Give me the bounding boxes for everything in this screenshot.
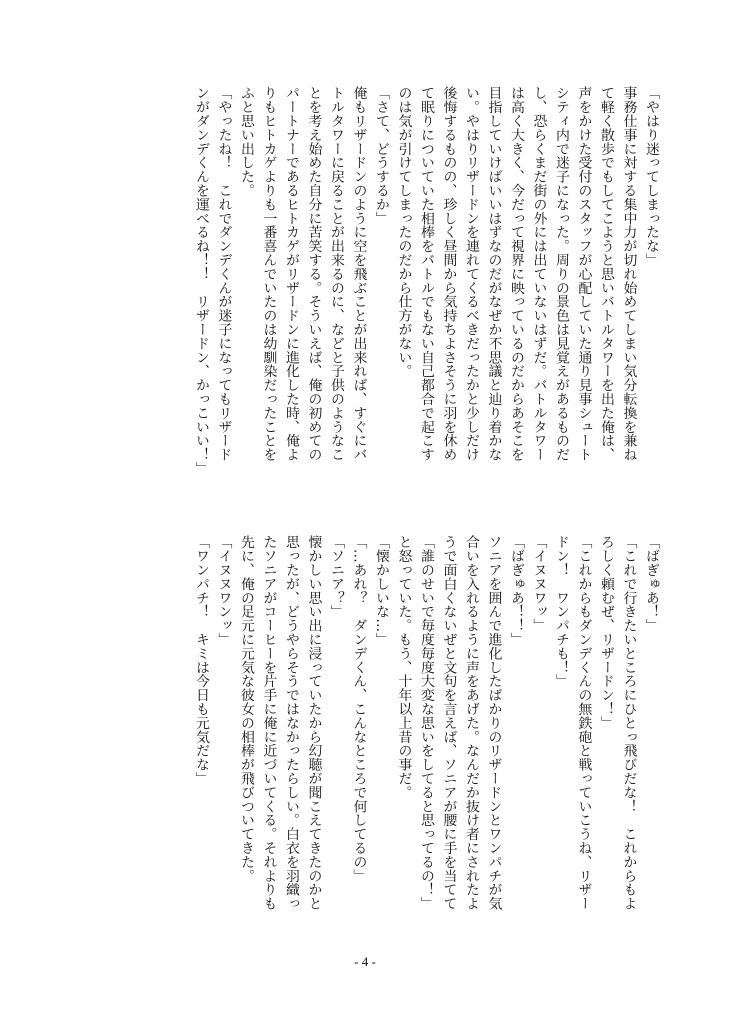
- text-line: ふと思い出した。: [238, 86, 254, 198]
- top-text-tier: [99, 86, 662, 496]
- text-line: 「誰のせいで毎度毎度大変な思いをしてると思ってるの！」: [418, 535, 434, 911]
- text-line: と怒っていた。もう、十年以上昔の事だ。: [395, 535, 412, 800]
- text-line: シティ内で迷子になった。周りの景色は見覚えがあるものだ: [553, 86, 569, 462]
- text-line: 「さて、どうするか」: [373, 86, 389, 225]
- text-line: 「やはり迷ってしまったな」: [643, 86, 659, 267]
- text-line: 「これで行きたいところにひとっ飛びだな！ これからもよ: [620, 535, 637, 911]
- text-line: し、恐らくまだ街の外には出ていないはずだ。バトルタワー: [530, 86, 547, 462]
- text-line: のは気が引けてしまったのだから仕方がない。: [395, 86, 412, 378]
- text-line: 思ったが、どうやらそうではなかったらしい。白衣を羽織っ: [283, 535, 299, 911]
- text-line: ンがダンデくんを運べるね！！ リザードン、かっこいい！」: [193, 86, 209, 476]
- page-number: - 4 -: [354, 954, 376, 969]
- text-line: 俺もリザードンのように空を飛ぶことが出来れば、すぐにバ: [350, 86, 367, 462]
- text-line: 「ソニア？」: [328, 535, 344, 619]
- text-line: 目指していけばいいはずなのだがなぜか不思議と辿り着かな: [485, 86, 502, 462]
- text-line: て軽く散歩でもしてこようと思いバトルタワーを出た俺は、: [598, 86, 614, 462]
- text-line: りもヒトカゲよりも一番喜んでいたのは幼馴染だったことを: [260, 86, 277, 462]
- text-line: 懐かしい思い出に浸っていたから幻聴が聞こえてきたのかと: [305, 535, 322, 911]
- text-line: 声をかけた受付のスタッフが心配していた通り見事シュート: [575, 86, 592, 462]
- text-line: 「…あれ？ ダンデくん、こんなところで何してるの」: [350, 535, 367, 883]
- text-line: 「ばぎゅあ！」: [643, 535, 659, 633]
- text-line: 「イヌヌワンッ」: [215, 535, 232, 647]
- text-line: は高く大きく、今だって視界に映っているのだからあそこを: [508, 86, 524, 462]
- text-line: 「ばぎゅあ！！」: [508, 535, 524, 647]
- bottom-text-tier: [99, 535, 662, 945]
- text-line: 後悔するものの、珍しく昼間から気持ちよさそうに羽を休め: [440, 86, 457, 462]
- text-line: トルタワーに戻ることが出来るのに、などと子供のようなこ: [328, 86, 344, 462]
- text-line: て眠りについていた相棒をバトルでもない自己都合で起こす: [418, 86, 434, 462]
- text-line: うで面白くないぜと文句を言えば、ソニアが腰に手を当てて: [440, 535, 457, 911]
- text-line: 「ワンパチ！ キミは今日も元気だな」: [193, 535, 209, 786]
- text-line: ろしく頼むぜ、リザードン！」: [598, 535, 614, 730]
- text-line: 先に、俺の足元に元気な彼女の相棒が飛びついてきた。: [238, 535, 254, 883]
- text-line: い。やはりリザードンを連れてくるべきだったかと少しだけ: [463, 86, 479, 462]
- text-line: 「イヌヌワッ」: [530, 535, 547, 633]
- text-line: 「懐かしいな…」: [373, 535, 389, 647]
- text-line: 「やったね！ これでダンデくんが迷子になってもリザード: [215, 86, 232, 462]
- text-line: 事務仕事に対する集中力が切れ始めてしまい気分転換を兼ね: [620, 86, 637, 462]
- text-line: 合いを入れるように声をあげた。なんだか抜け者にされたよ: [463, 535, 479, 911]
- text-line: 「これからもダンデくんの無鉄砲と戦っていこうね、リザー: [575, 535, 592, 911]
- text-line: たソニアがコーヒーを片手に俺に近づいてくる。それよりも: [260, 535, 277, 911]
- text-line: とを考え始めた自分に苦笑する。そういえば、俺の初めての: [305, 86, 322, 462]
- text-line: パートナーであるヒトカゲがリザードンに進化した時、俺よ: [283, 86, 299, 462]
- text-line: ソニアを囲んで進化したばかりのリザードンとワンパチが気: [485, 535, 502, 911]
- text-line: ドン！ ワンパチも！」: [553, 535, 569, 688]
